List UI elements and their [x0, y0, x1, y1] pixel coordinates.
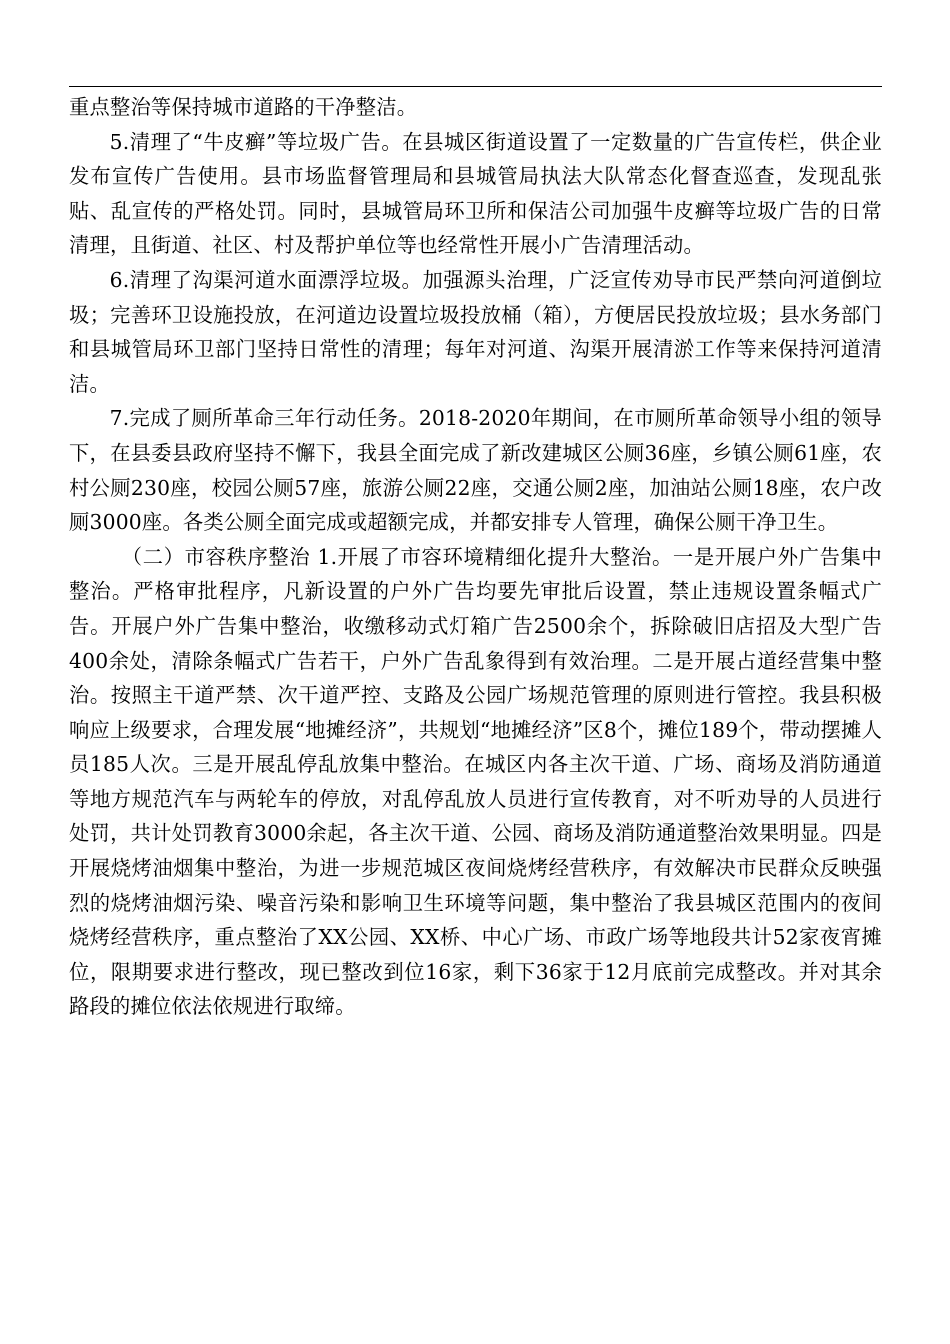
paragraph-item-6: 6.清理了沟渠河道水面漂浮垃圾。加强源头治理，广泛宣传劝导市民严禁向河道倒垃圾；完善环卫设施投放，在河道边设置垃圾投放桶（箱），方便居民投放垃圾；县水务部门和县城管局环卫部门坚持日常性的清理；每年对河道、沟渠开展清淤工作等来保持河道清洁。 — [69, 267, 882, 396]
header-rule — [69, 86, 882, 87]
paragraph-continuation: 重点整治等保持城市道路的干净整洁。 — [69, 95, 418, 119]
paragraph-section-2: （二）市容秩序整治 1.开展了市容环境精细化提升大整治。一是开展户外广告集中整治。严格审批程序，凡新设置的户外广告均要先审批后设置，禁止违规设置条幅式广告。开展户外广告集中整治，收缴移动式灯箱广告2500余个，拆除破旧店招及大型广告400余处，清除条幅式广告若干，户外广告乱象得到有效治理。二是开展占道经营集中整治。按照主干道严禁、次干道严控、支路及公园广场规范管理的原则进行管控。我县积极响应上级要求，合理发展“地摊经济”，共规划“地摊经济”区8个，摊位189个，带动摆摊人员185人次。三是开展乱停乱放集中整治。在城区内各主次干道、广场、商场及消防通道等地方规范汽车与两轮车的停放，对乱停乱放人员进行宣传教育，对不听劝导的人员进行处罚，共计处罚教育3000余起，各主次干道、公园、商场及消防通道整治效果明显。四是开展烧烤油烟集中整治，为进一步规范城区夜间烧烤经营秩序，有效解决市民群众反映强烈的烧烤油烟污染、噪音污染和影响卫生环境等问题，集中整治了我县城区范围内的夜间烧烤经营秩序，重点整治了XX公园、XX桥、中心广场、市政广场等地段共计52家夜宵摊位，限期要求进行整改，现已整改到位16家，剩下36家于12月底前完成整改。并对其余路段的摊位依法依规进行取缔。 — [69, 544, 882, 1019]
paragraph-item-7: 7.完成了厕所革命三年行动任务。2018-2020年期间，在市厕所革命领导小组的领导下，在县委县政府坚持不懈下，我县全面完成了新改建城区公厕36座，乡镇公厕61座，农村公厕230座，校园公厕57座，旅游公厕22座，交通公厕2座，加油站公厕18座，农户改厕3000座。各类公厕全面完成或超额完成，并都安排专人管理，确保公厕干净卫生。 — [69, 406, 882, 535]
document-body — [69, 90, 882, 1024]
paragraph-item-5: 5.清理了“牛皮癣”等垃圾广告。在县城区街道设置了一定数量的广告宣传栏，供企业发布宣传广告使用。县市场监督管理局和县城管局执法大队常态化督查巡查，发现乱张贴、乱宣传的严格处罚。同时，县城管局环卫所和保洁公司加强牛皮癣等垃圾广告的日常清理，且街道、社区、村及帮护单位等也经常性开展小广告清理活动。 — [69, 129, 882, 258]
